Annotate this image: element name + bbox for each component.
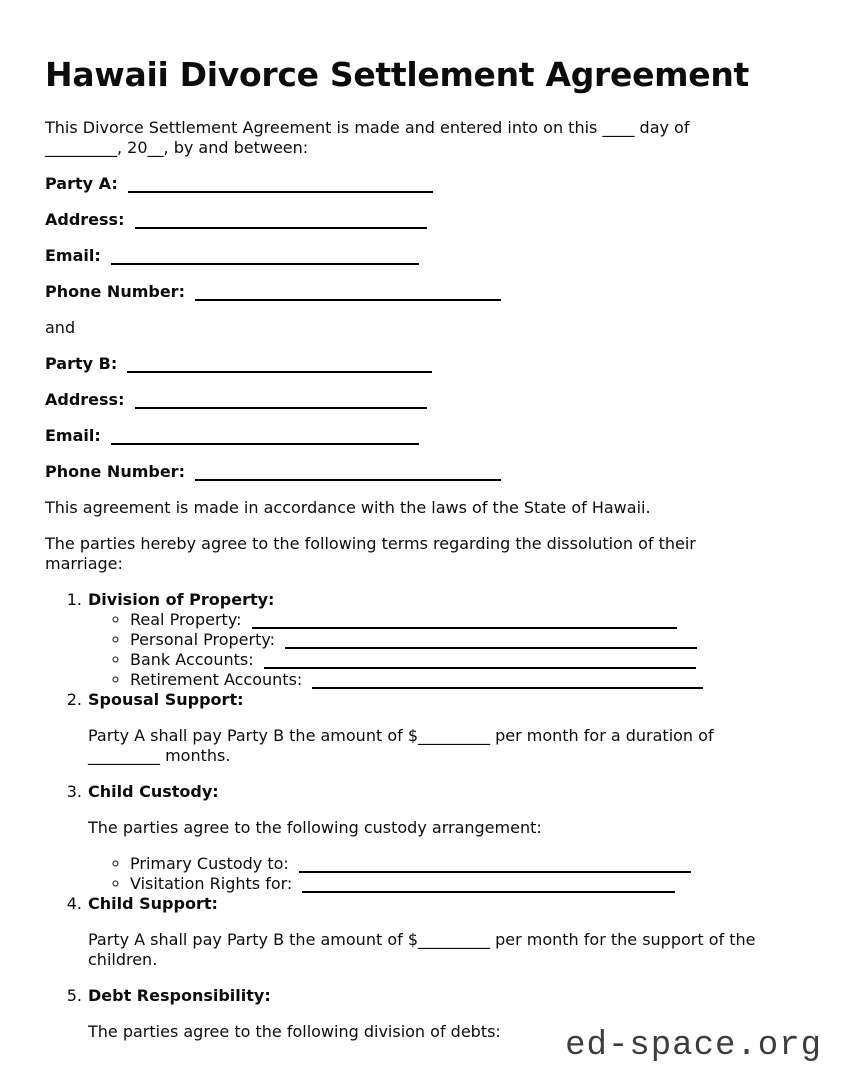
- division-item-personal-property: [130, 630, 805, 650]
- party-b-address-field: [45, 390, 805, 410]
- party-a-name-blank: [128, 180, 433, 193]
- term-heading: Debt Responsibility:: [88, 986, 271, 1005]
- party-a-address-label: Address:: [45, 210, 125, 229]
- term-heading: Spousal Support:: [88, 690, 244, 709]
- party-b-email-blank: [111, 432, 419, 445]
- party-b-phone-field: [45, 462, 805, 482]
- party-b-email-label: Email:: [45, 426, 101, 445]
- party-a-address-blank: [135, 216, 427, 229]
- term-number: 3.: [66, 782, 82, 801]
- personal-property-blank: [285, 636, 697, 649]
- party-b-name-field: [45, 354, 805, 374]
- division-sublist: [88, 610, 805, 690]
- party-a-email-label: Email:: [45, 246, 101, 265]
- personal-property-label: Personal Property:: [130, 630, 276, 649]
- and-conjunction: and: [45, 318, 76, 337]
- spousal-support-line-1: Party A shall pay Party B the amount of $_________ per month for a duration of: [88, 726, 714, 745]
- intro-line-2: _________, 20__, by and between:: [45, 138, 309, 157]
- division-item-retirement-accounts: [130, 670, 805, 690]
- party-a-email-blank: [111, 252, 419, 265]
- terms-intro-paragraph: [45, 534, 805, 574]
- term-child-custody: [66, 782, 805, 894]
- party-a-phone-field: [45, 282, 805, 302]
- site-watermark: ed-space.org: [565, 1027, 822, 1065]
- bank-accounts-label: Bank Accounts:: [130, 650, 254, 669]
- party-a-phone-label: Phone Number:: [45, 282, 185, 301]
- party-a-name-field: [45, 174, 805, 194]
- visitation-rights-label: Visitation Rights for:: [130, 874, 293, 893]
- custody-arrangement-paragraph: The parties agree to the following custody arrangement:: [88, 818, 542, 837]
- party-b-address-label: Address:: [45, 390, 125, 409]
- intro-line-1: This Divorce Settlement Agreement is made and entered into on this ____ day of: [45, 118, 690, 137]
- party-a-phone-blank: [195, 288, 501, 301]
- retirement-accounts-label: Retirement Accounts:: [130, 670, 303, 689]
- party-a-address-field: [45, 210, 805, 230]
- primary-custody-label: Primary Custody to:: [130, 854, 289, 873]
- retirement-accounts-blank: [312, 676, 703, 689]
- term-spousal-support: [66, 690, 805, 766]
- term-heading: Child Custody:: [88, 782, 219, 801]
- term-division-of-property: [66, 590, 805, 690]
- term-heading: Child Support:: [88, 894, 218, 913]
- party-b-address-blank: [135, 396, 427, 409]
- party-a-name-label: Party A:: [45, 174, 118, 193]
- party-b-email-field: [45, 426, 805, 446]
- term-child-support: [66, 894, 805, 970]
- terms-list: [45, 590, 805, 1042]
- term-number: 5.: [66, 986, 82, 1005]
- term-number: 1.: [66, 590, 82, 609]
- division-item-bank-accounts: [130, 650, 805, 670]
- party-a-email-field: [45, 246, 805, 266]
- spousal-support-line-2: _________ months.: [88, 746, 231, 765]
- intro-paragraph: [45, 118, 805, 158]
- child-support-line-1: Party A shall pay Party B the amount of $_________ per month for the support of the: [88, 930, 756, 949]
- document-content: [45, 55, 805, 1042]
- debt-division-paragraph: The parties agree to the following division of debts:: [88, 1022, 501, 1041]
- term-heading: Division of Property:: [88, 590, 275, 609]
- custody-item-primary-custody: [130, 854, 805, 874]
- child-support-paragraph: [88, 930, 805, 970]
- primary-custody-blank: [299, 860, 691, 873]
- governing-law-paragraph: This agreement is made in accordance with the laws of the State of Hawaii.: [45, 498, 651, 517]
- term-number: 4.: [66, 894, 82, 913]
- custody-sublist: [88, 854, 805, 894]
- party-b-phone-label: Phone Number:: [45, 462, 185, 481]
- division-item-real-property: [130, 610, 805, 630]
- terms-intro-line-1: The parties hereby agree to the following terms regarding the dissolution of their: [45, 534, 696, 553]
- custody-item-visitation-rights: [130, 874, 805, 894]
- child-support-line-2: children.: [88, 950, 158, 969]
- visitation-rights-blank: [302, 880, 675, 893]
- bank-accounts-blank: [264, 656, 696, 669]
- spousal-support-paragraph: [88, 726, 805, 766]
- term-number: 2.: [66, 690, 82, 709]
- real-property-blank: [252, 616, 677, 629]
- party-b-phone-blank: [195, 468, 501, 481]
- real-property-label: Real Property:: [130, 610, 242, 629]
- party-b-name-blank: [127, 360, 432, 373]
- document-title: Hawaii Divorce Settlement Agreement: [45, 55, 749, 94]
- party-b-name-label: Party B:: [45, 354, 118, 373]
- terms-intro-line-2: marriage:: [45, 554, 123, 573]
